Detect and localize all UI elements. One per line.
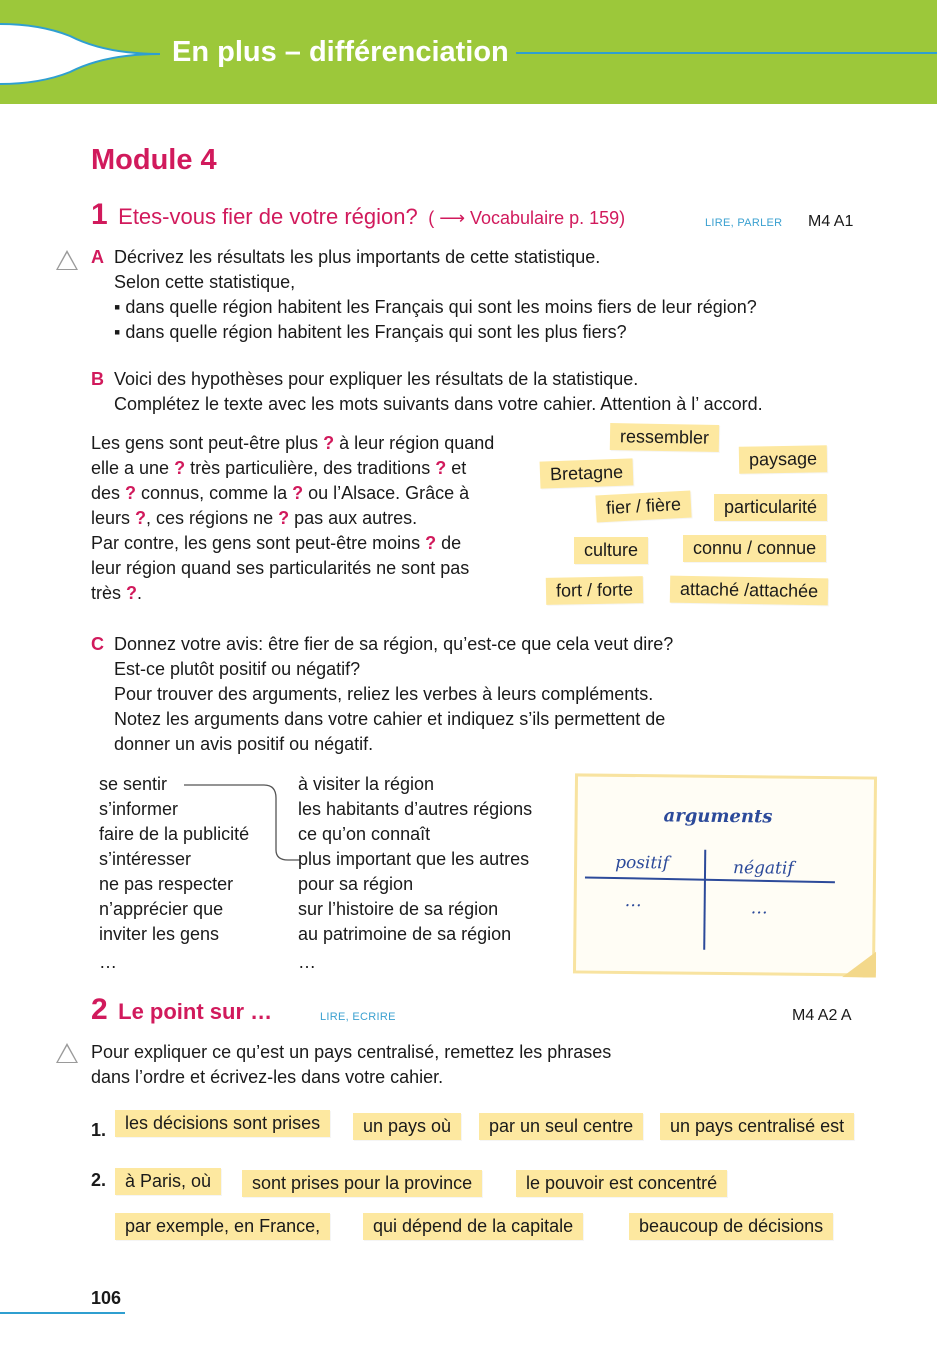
- part-b-line: Complétez le texte avec les mots suivants dans votre cahier. Attention à l’ accord.: [114, 394, 763, 414]
- sentence-chunk: le pouvoir est concentré: [516, 1170, 727, 1197]
- sentence-chunk: par un seul centre: [479, 1113, 643, 1140]
- exercise-title: Etes-vous fier de votre région?: [118, 204, 418, 229]
- word-tag: fier / fière: [595, 491, 691, 523]
- note-col-negatif: négatif: [732, 858, 794, 879]
- part-c-line: donner un avis positif ou négatif.: [114, 734, 374, 754]
- verb-item: se sentir: [99, 774, 168, 794]
- word-tag: ressembler: [610, 423, 719, 452]
- gap-text-line: des ? connus, comme la ? ou l’Alsace. Grâce à: [91, 483, 470, 503]
- sentence-chunk: à Paris, où: [115, 1168, 221, 1195]
- word-tag: culture: [574, 537, 648, 564]
- exercise-1-heading: [91, 198, 625, 232]
- word-tag: connu / connue: [683, 535, 826, 562]
- complement-item: …: [298, 952, 316, 972]
- skill-tag: LIRE, ECRIRE: [320, 1011, 396, 1023]
- vocabulary-ref: ( ⟶ Vocabulaire p. 159): [428, 208, 626, 228]
- note-title: arguments: [663, 805, 773, 828]
- exercise-title: Le point sur …: [118, 999, 273, 1024]
- word-tag: fort / forte: [546, 576, 643, 605]
- header-line: [516, 52, 937, 54]
- header-swoosh: [0, 22, 170, 86]
- part-a-bullet: ▪ dans quelle région habitent les Français qui sont les plus fiers?: [114, 322, 627, 342]
- note-cell: …: [750, 898, 768, 919]
- part-a-line: Décrivez les résultats les plus importants de cette statistique.: [114, 247, 601, 267]
- warning-triangle-icon: [56, 1043, 78, 1063]
- item-number: 2.: [91, 1170, 107, 1190]
- part-a-bullet: ▪ dans quelle région habitent les Français qui sont les moins fiers de leur région?: [114, 297, 757, 317]
- gap-text-line: elle a une ? très particulière, des traditions ? et: [91, 458, 467, 478]
- complement-item: les habitants d’autres régions: [298, 799, 533, 819]
- footer-line: [0, 1312, 125, 1314]
- sentence-chunk: par exemple, en France,: [115, 1213, 330, 1240]
- exercise-2-heading: [91, 993, 272, 1027]
- word-tag: particularité: [714, 494, 827, 521]
- word-tag: attaché /attachée: [670, 576, 829, 606]
- verb-item: n’apprécier que: [99, 899, 224, 919]
- complement-item: ce qu’on connaît: [298, 824, 431, 844]
- sentence-chunk: beaucoup de décisions: [629, 1213, 833, 1240]
- word-tag: Bretagne: [540, 458, 634, 488]
- sentence-chunk: qui dépend de la capitale: [363, 1213, 583, 1240]
- part-c-line: Est-ce plutôt positif ou négatif?: [114, 659, 361, 679]
- note-vline: [703, 850, 706, 950]
- complement-item: au patrimoine de sa région: [298, 924, 512, 944]
- sentence-chunk: sont prises pour la province: [242, 1170, 482, 1197]
- gap-text-line: leur région quand ses particularités ne sont pas: [91, 558, 470, 578]
- verb-item: s’intéresser: [99, 849, 192, 869]
- part-c-line: Donnez votre avis: être fier de sa région, qu’est-ce que cela veut dire?: [114, 634, 674, 654]
- gap-text-line: Par contre, les gens sont peut-être moins ? de: [91, 533, 462, 553]
- note-cell: …: [624, 890, 642, 912]
- warning-triangle-icon: [56, 250, 78, 270]
- instruction-line: Pour expliquer ce qu’est un pays centralisé, remettez les phrases: [91, 1042, 612, 1062]
- skill-tag: LIRE, PARLER: [705, 217, 783, 229]
- exercise-code: M4 A1: [808, 213, 854, 230]
- verb-item: faire de la publicité: [99, 824, 250, 844]
- instruction-line: dans l’ordre et écrivez-les dans votre cahier.: [91, 1067, 444, 1087]
- sentence-chunk: les décisions sont prises: [115, 1110, 330, 1137]
- header-title: En plus – différenciation: [172, 36, 509, 68]
- note-fold: [842, 951, 876, 977]
- connector-line: [176, 780, 306, 866]
- part-c-line: Pour trouver des arguments, reliez les verbes à leurs compléments.: [114, 684, 654, 704]
- gap-text-line: très ?.: [91, 583, 143, 603]
- item-number: 1.: [91, 1120, 107, 1140]
- verb-item: …: [99, 952, 117, 972]
- exercise-number: 1: [91, 198, 108, 231]
- complement-item: à visiter la région: [298, 774, 435, 794]
- part-letter: A: [91, 247, 104, 267]
- part-letter: B: [91, 369, 104, 389]
- note-col-positif: positif: [615, 852, 670, 874]
- exercise-code: M4 A2 A: [792, 1007, 852, 1024]
- part-a-line: Selon cette statistique,: [114, 272, 296, 292]
- gap-text-line: Les gens sont peut-être plus ? à leur région quand: [91, 433, 495, 453]
- verb-item: ne pas respecter: [99, 874, 234, 894]
- verb-item: s’informer: [99, 799, 179, 819]
- part-b-line: Voici des hypothèses pour expliquer les résultats de la statistique.: [114, 369, 639, 389]
- sentence-chunk: un pays où: [353, 1113, 461, 1140]
- complement-item: plus important que les autres: [298, 849, 530, 869]
- exercise-number: 2: [91, 993, 108, 1026]
- note-hline: [585, 876, 835, 883]
- page-number: 106: [91, 1288, 122, 1308]
- part-c-line: Notez les arguments dans votre cahier et indiquez s’ils permettent de: [114, 709, 666, 729]
- arguments-note: [573, 773, 877, 976]
- complement-item: sur l’histoire de sa région: [298, 899, 499, 919]
- module-title: Module 4: [91, 144, 217, 176]
- word-tag: paysage: [739, 445, 828, 474]
- verb-item: inviter les gens: [99, 924, 220, 944]
- gap-text-line: leurs ?, ces régions ne ? pas aux autres.: [91, 508, 418, 528]
- complement-item: pour sa région: [298, 874, 414, 894]
- sentence-chunk: un pays centralisé est: [660, 1113, 854, 1140]
- part-letter: C: [91, 634, 104, 654]
